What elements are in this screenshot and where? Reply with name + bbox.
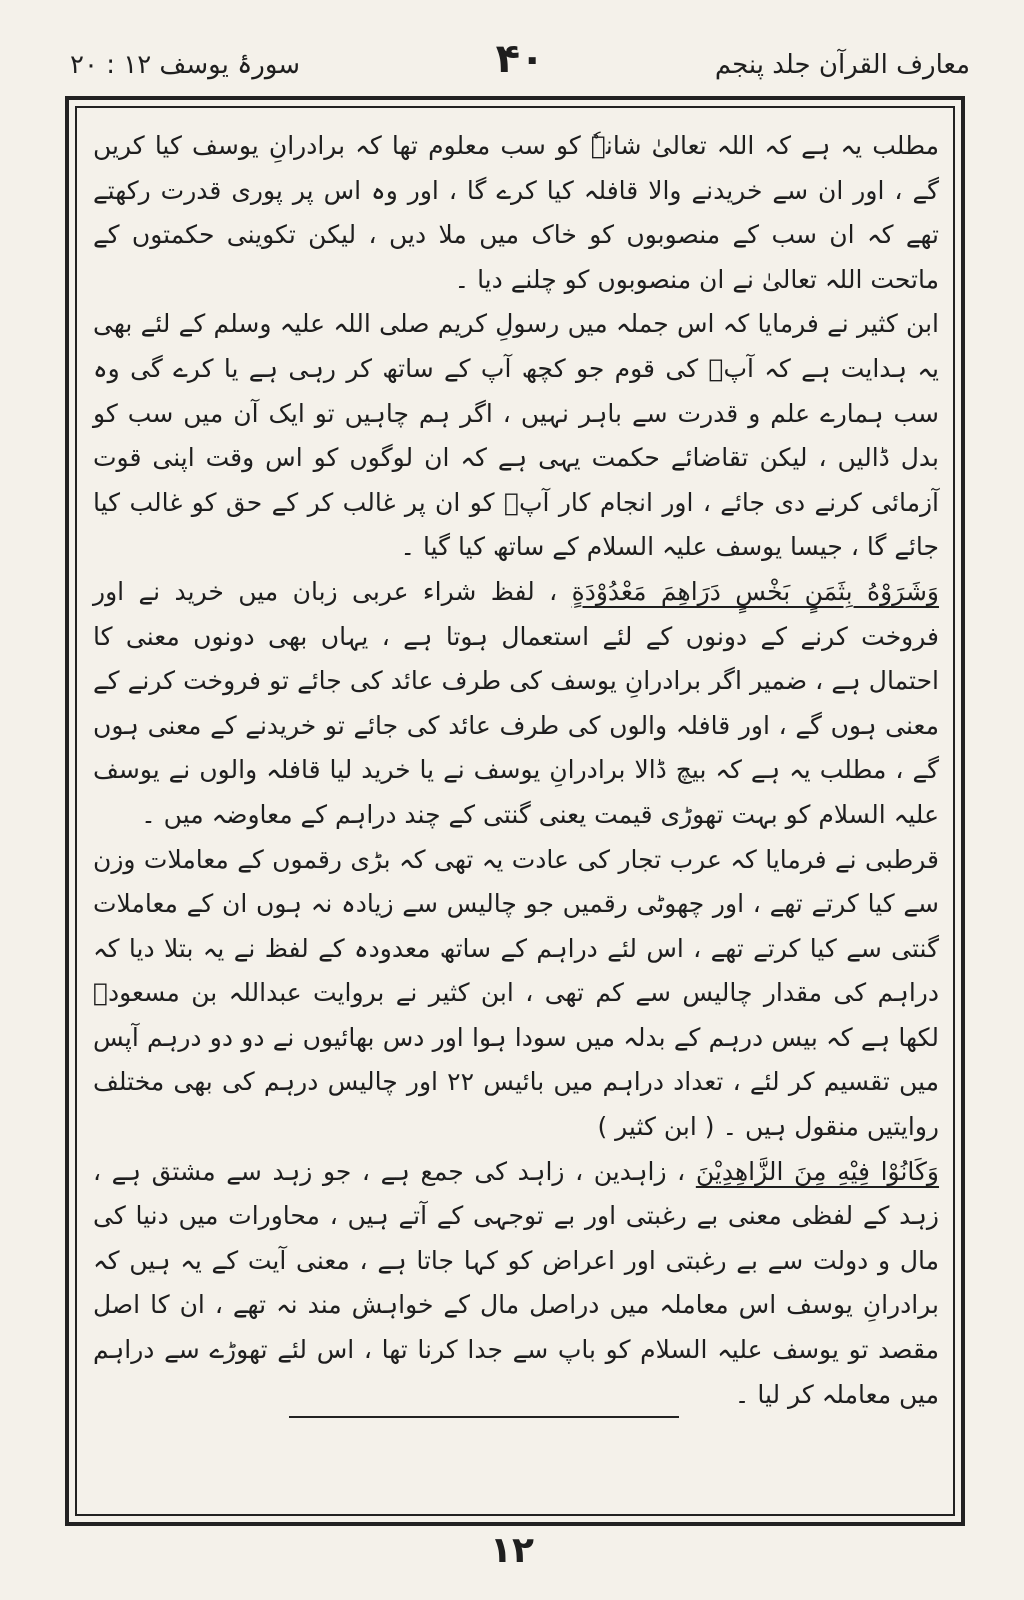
page-number: ۴۰: [495, 36, 545, 82]
text-frame: [65, 96, 965, 1526]
paragraph: [93, 1150, 939, 1418]
paragraph: [93, 570, 939, 838]
closing-rule: [289, 1416, 679, 1418]
page-header: [70, 36, 970, 90]
paragraph: قرطبی نے فرمایا کہ عرب تجار کی عادت یہ تھی کہ بڑی رقموں کے معاملات وزن سے کیا کرتے تھے ، اور چھوٹی رقمیں جو چالیس سے زیادہ نہ ہوں ان کے معاملات گنتی سے کیا کرتے تھے ، اس لئے دراہم کے ساتھ معدودہ کے لفظ نے یہ بتلا دیا کہ دراہم کی مقدار چالیس سے کم تھی ، ابن کثیر نے بروایت عبداللہ بن مسعودؓ لکھا ہے کہ بیس درہم کے بدلہ میں سودا ہوا اور دس بھائیوں نے دو دو درہم آپس میں تقسیم کر لئے ، تعداد دراہم میں بائیس ۲۲ اور چالیس درہم کی بھی مختلف روایتیں منقول ہیں ۔ ( ابن کثیر ): [93, 844, 939, 1142]
footer-signature: ۱۲: [490, 1530, 534, 1571]
page-body: [93, 124, 939, 1417]
quranic-phrase: وَكَانُوْا فِيْهِ مِنَ الزَّاهِدِيْنَ: [695, 1156, 940, 1186]
quranic-phrase: وَشَرَوْهُ بِثَمَنٍ بَخْسٍ دَرَاهِمَ مَعْدُوْدَةٍ: [571, 576, 939, 606]
commentary-text: ، لفظ شراء عربی زبان میں خرید نے اور فروخت کرنے کے دونوں کے لئے استعمال ہوتا ہے ، یہاں بھی دونوں معنی کا احتمال ہے ، ضمیر اگر برادرانِ یوسف کی طرف عائد کی جائے تو فروخت کرنے کے معنی ہوں گے ، اور قافلہ والوں کی طرف عائد کی جائے تو خریدنے کے معنی ہوں گے ، مطلب یہ ہے کہ بیچ ڈالا برادرانِ یوسف نے یا خرید لیا قافلہ والوں نے یوسف علیہ السلام کو بہت تھوڑی قیمت یعنی گنتی کے چند دراہم کے معاوضہ میں ۔: [93, 576, 939, 829]
commentary-text: ، زاہدین ، زاہد کی جمع ہے ، جو زہد سے مشتق ہے ، زہد کے لفظی معنی بے رغبتی اور بے توجہی کے آتے ہیں ، محاورات میں دنیا کی مال و دولت سے بے رغبتی اور اعراض کو کہا جاتا ہے ، معنی آیت کے یہ ہیں کہ برادرانِ یوسف اس معاملہ میں دراصل مال کے خواہش مند نہ تھے ، ان کا اصل مقصد تو یوسف علیہ السلام کو باپ سے جدا کرنا تھا ، اس لئے تھوڑے سے دراہم میں معاملہ کر لیا ۔: [93, 1156, 939, 1409]
surah-reference: سورۂ یوسف ۱۲ : ۲۰: [70, 50, 301, 80]
book-title: معارف القرآن جلد پنجم: [714, 50, 970, 80]
paragraph: ابن کثیر نے فرمایا کہ اس جملہ میں رسولِ کریم صلی اللہ علیہ وسلم کے لئے بھی یہ ہدایت ہے کہ آپؐ کی قوم جو کچھ آپ کے ساتھ کر رہی ہے یا کرے گی وہ سب ہمارے علم و قدرت سے باہر نہیں ، اگر ہم چاہیں تو ایک آن میں سب کو بدل ڈالیں ، لیکن تقاضائے حکمت یہی ہے کہ ان لوگوں کو اس وقت اپنی قوت آزمائی کرنے دی جائے ، اور انجام کار آپؐ کو ان پر غالب کر کے حق کو غالب کیا جائے گا ، جیسا یوسف علیہ السلام کے ساتھ کیا گیا ۔: [93, 309, 939, 562]
paragraph: مطلب یہ ہے کہ اللہ تعالیٰ شانہٗ کو سب معلوم تھا کہ برادرانِ یوسف کیا کریں گے ، اور ان سے خریدنے والا قافلہ کیا کرے گا ، اور وہ اس پر پوری قدرت رکھتے تھے کہ ان سب کے منصوبوں کو خاک میں ملا دیں ، لیکن تکوینی حکمتوں کے ماتحت اللہ تعالیٰ نے ان منصوبوں کو چلنے دیا ۔: [93, 131, 939, 294]
